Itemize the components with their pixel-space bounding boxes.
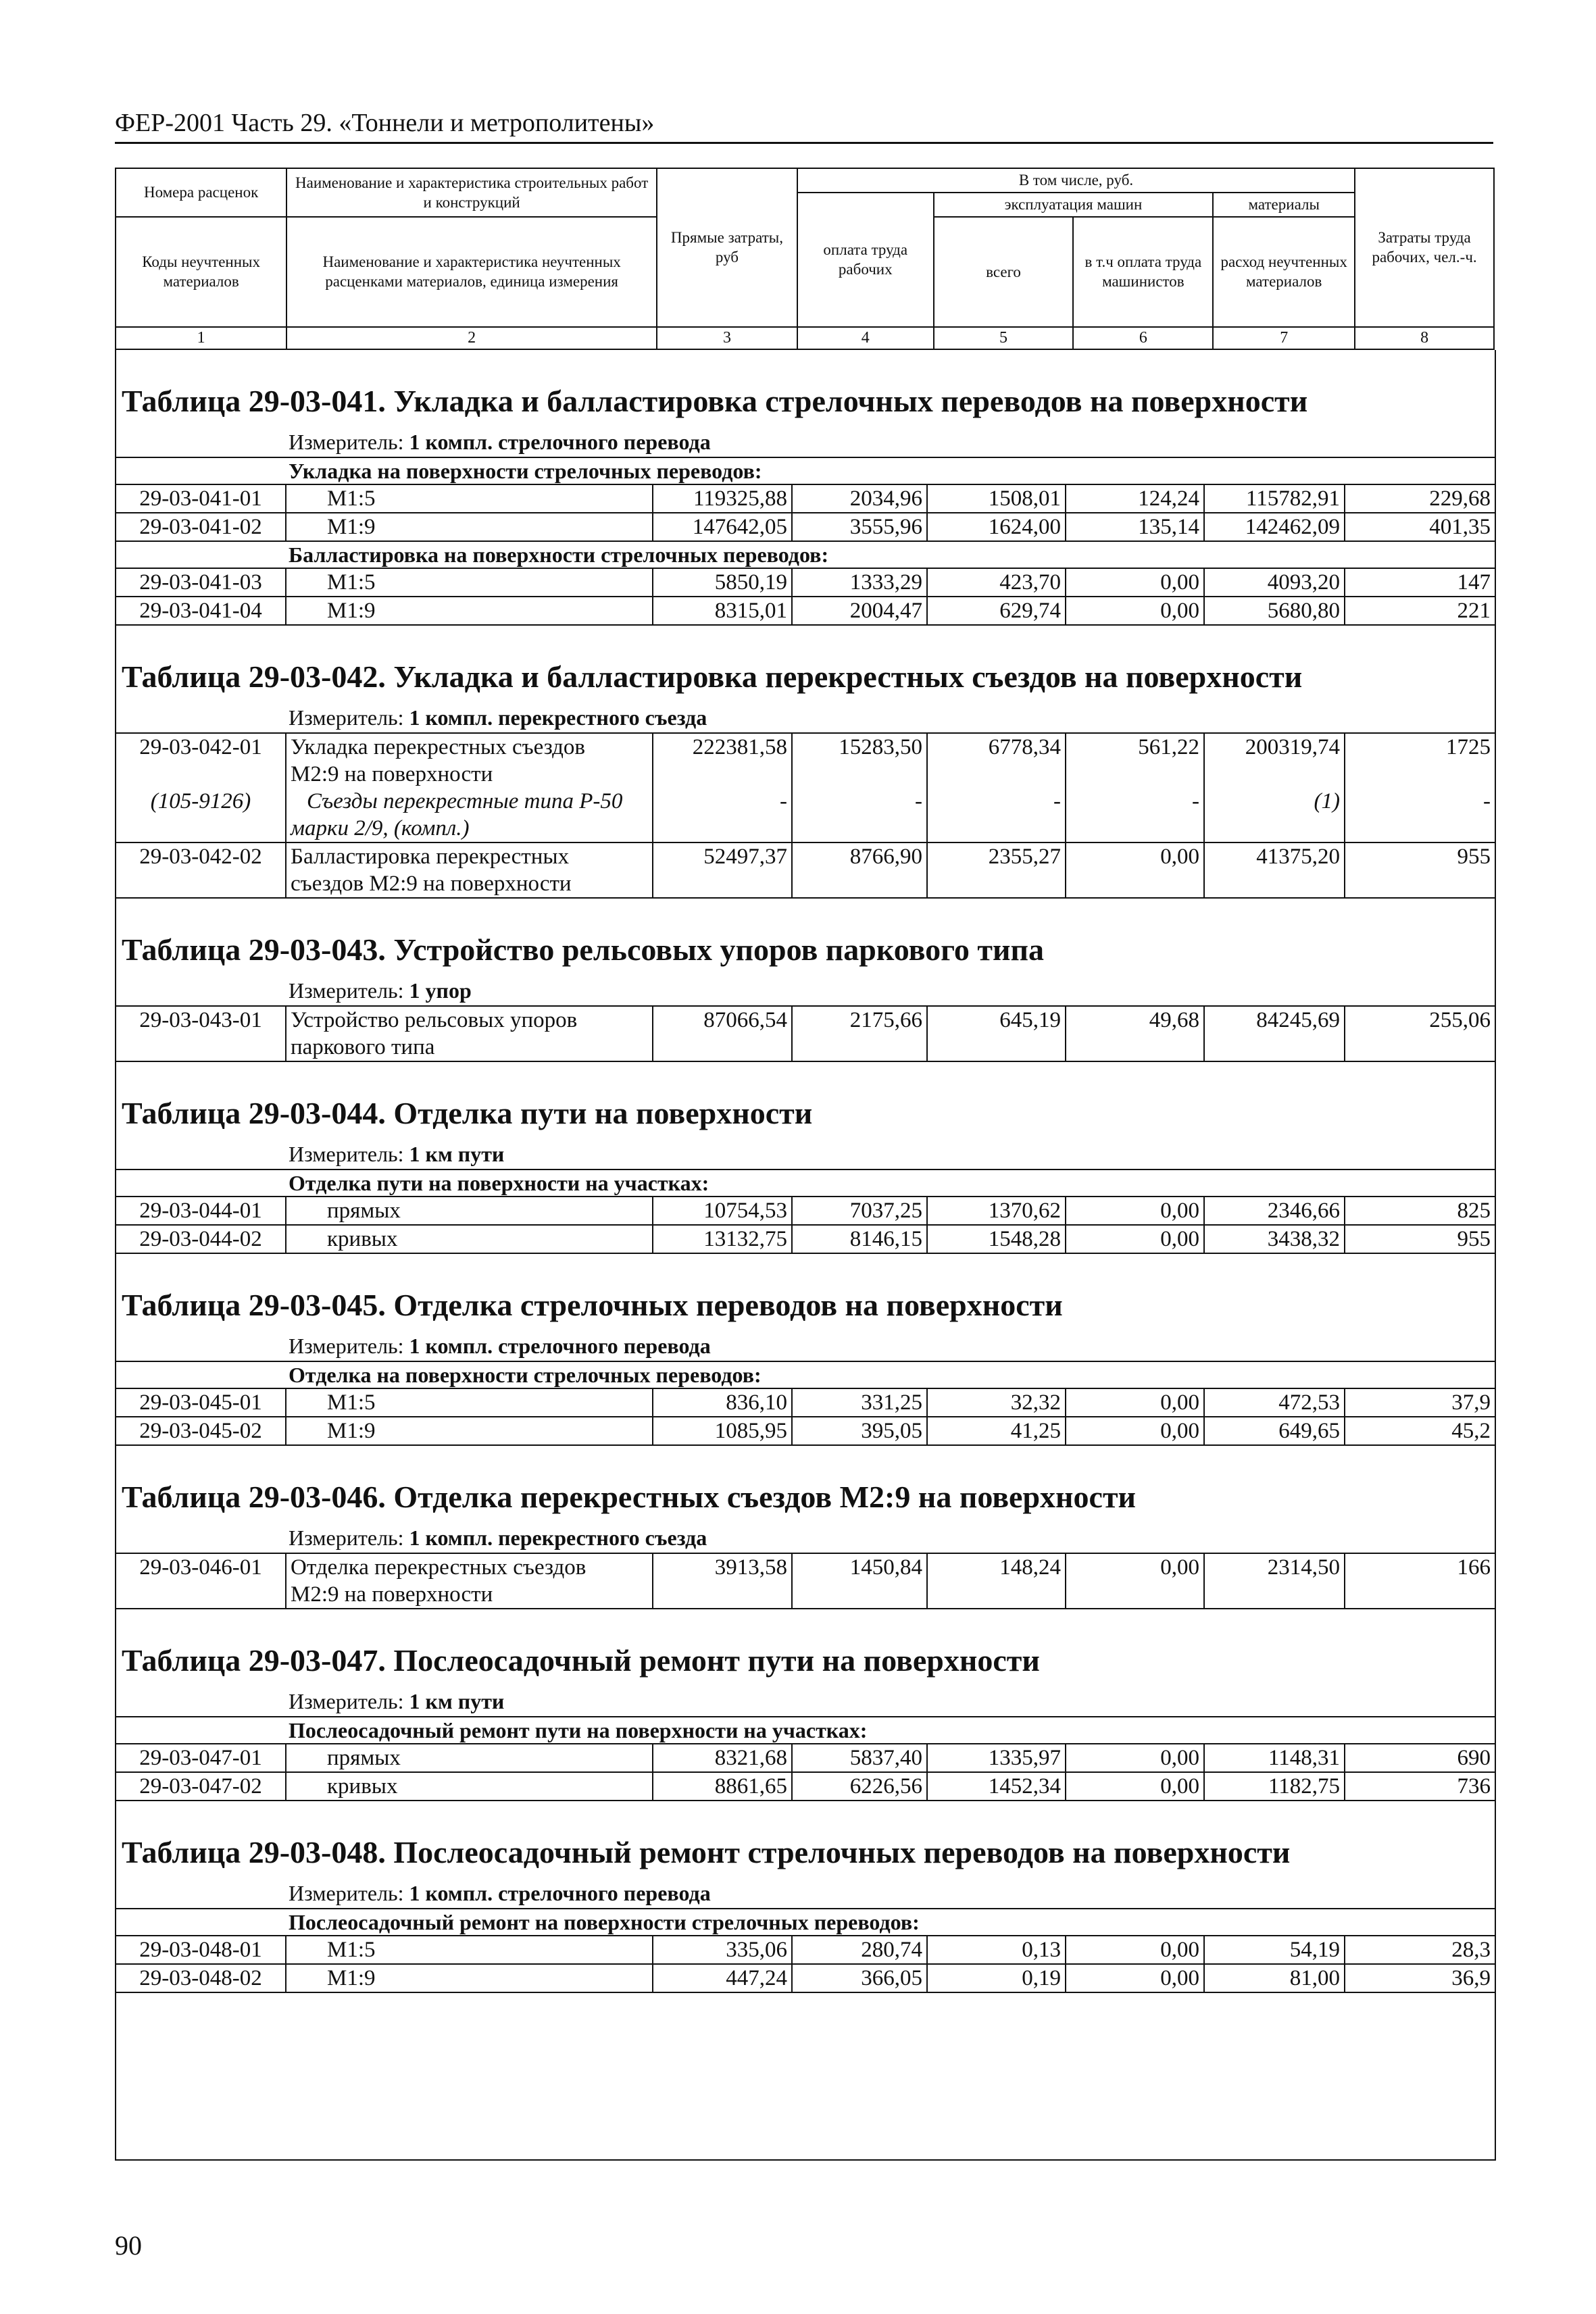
table-title: Таблица 29-03-046. Отделка перекрестных съездов М2:9 на поверхности bbox=[122, 1480, 1137, 1514]
table-row bbox=[116, 733, 1495, 761]
materials-cost: 2346,66 bbox=[1204, 1197, 1345, 1225]
rate-code: 29-03-041-02 bbox=[139, 515, 262, 539]
col-number: 6 bbox=[1073, 327, 1213, 349]
rate-name-cont: М2:9 на поверхности bbox=[286, 1581, 653, 1609]
rate-name: М1:9 bbox=[286, 513, 653, 541]
machines-total: 1508,01 bbox=[927, 484, 1066, 513]
machinist-pay: - bbox=[1066, 788, 1204, 815]
direct-costs: 8315,01 bbox=[653, 597, 792, 625]
rate-name: Отделка перекрестных съездов bbox=[286, 1553, 653, 1581]
rate-name: М1:9 bbox=[286, 597, 653, 625]
table-row bbox=[116, 1388, 1495, 1417]
rate-code: 29-03-044-02 bbox=[139, 1227, 262, 1251]
measure-value: 1 компл. перекрестного съезда bbox=[409, 705, 707, 730]
measure-label: Измеритель: bbox=[289, 1334, 404, 1358]
col-number: 7 bbox=[1213, 327, 1355, 349]
machinist-pay: 0,00 bbox=[1066, 1388, 1204, 1417]
material-row bbox=[116, 788, 1495, 815]
measure-line bbox=[116, 1686, 1495, 1717]
table-row bbox=[116, 597, 1495, 625]
machines-total: 0,19 bbox=[927, 1964, 1066, 1992]
machines-total: 2355,27 bbox=[927, 842, 1066, 870]
rate-name: Балластировка перекрестных bbox=[286, 842, 653, 870]
machines-total: 6778,34 bbox=[927, 733, 1066, 761]
col5-header: всего bbox=[934, 217, 1074, 327]
table-title: Таблица 29-03-048. Послеосадочный ремонт стрелочных переводов на поверхности bbox=[122, 1835, 1291, 1869]
measure-label: Измеритель: bbox=[289, 1142, 404, 1166]
labor-hours: 955 bbox=[1345, 1225, 1495, 1253]
material-name-cont: марки 2/9, (компл.) bbox=[286, 815, 653, 842]
machines-total: 423,70 bbox=[927, 568, 1066, 597]
rate-code: 29-03-043-01 bbox=[139, 1008, 262, 1032]
measure-label: Измеритель: bbox=[289, 1881, 404, 1905]
col1-header-top: Номера расценок bbox=[116, 168, 286, 217]
rate-table-046 bbox=[116, 1446, 1495, 1609]
measure-label: Измеритель: bbox=[289, 430, 404, 454]
labor-pay: 7037,25 bbox=[792, 1197, 927, 1225]
machines-total: 1335,97 bbox=[927, 1744, 1066, 1772]
materials-cost: 41375,20 bbox=[1204, 842, 1345, 870]
machinist-pay: 0,00 bbox=[1066, 1964, 1204, 1992]
machines-header: эксплуатация машин bbox=[934, 193, 1214, 217]
table-row bbox=[116, 568, 1495, 597]
labor-hours: 28,3 bbox=[1345, 1936, 1495, 1964]
rate-name: кривых bbox=[286, 1225, 653, 1253]
table-title: Таблица 29-03-042. Укладка и балластировка перекрестных съездов на поверхности bbox=[122, 659, 1303, 694]
direct-costs: 8321,68 bbox=[653, 1744, 792, 1772]
direct-costs: 87066,54 bbox=[653, 1006, 792, 1034]
materials-header: материалы bbox=[1213, 193, 1355, 217]
table-title: Таблица 29-03-047. Послеосадочный ремонт пути на поверхности bbox=[122, 1643, 1040, 1678]
col-number: 3 bbox=[657, 327, 797, 349]
labor-pay: 3555,96 bbox=[792, 513, 927, 541]
machines-total: 1370,62 bbox=[927, 1197, 1066, 1225]
table-subheader: Отделка на поверхности стрелочных переводов: bbox=[116, 1361, 1495, 1388]
direct-costs: 836,10 bbox=[653, 1388, 792, 1417]
direct-costs: - bbox=[653, 788, 792, 815]
machinist-pay: 0,00 bbox=[1066, 1197, 1204, 1225]
measure-value: 1 компл. стрелочного перевода bbox=[409, 430, 711, 454]
machinist-pay: 0,00 bbox=[1066, 1772, 1204, 1801]
col-number: 2 bbox=[286, 327, 657, 349]
rate-name-cont: паркового типа bbox=[286, 1034, 653, 1061]
measure-value: 1 компл. стрелочного перевода bbox=[409, 1881, 711, 1905]
table-row-continuation bbox=[116, 1581, 1495, 1609]
labor-pay: 395,05 bbox=[792, 1417, 927, 1445]
table-row bbox=[116, 484, 1495, 513]
labor-pay: 280,74 bbox=[792, 1936, 927, 1964]
machines-total: 0,13 bbox=[927, 1936, 1066, 1964]
labor-pay: 8766,90 bbox=[792, 842, 927, 870]
direct-costs: 10754,53 bbox=[653, 1197, 792, 1225]
col-number: 8 bbox=[1355, 327, 1494, 349]
machines-total: 41,25 bbox=[927, 1417, 1066, 1445]
running-header bbox=[115, 108, 1493, 144]
measure-line bbox=[116, 703, 1495, 733]
col-number: 1 bbox=[116, 327, 286, 349]
rate-name-cont: М2:9 на поверхности bbox=[286, 761, 653, 788]
rate-name: Устройство рельсовых упоров bbox=[286, 1006, 653, 1034]
measure-value: 1 компл. перекрестного съезда bbox=[409, 1526, 707, 1550]
rate-name: М1:5 bbox=[286, 1936, 653, 1964]
measure-label: Измеритель: bbox=[289, 1689, 404, 1713]
table-row bbox=[116, 1936, 1495, 1964]
header-title: ФЕР-2001 Часть 29. «Тоннели и метрополитены» bbox=[115, 109, 655, 137]
measure-value: 1 км пути bbox=[409, 1142, 505, 1166]
labor-hours: 45,2 bbox=[1345, 1417, 1495, 1445]
rates-body bbox=[115, 350, 1496, 2161]
direct-costs: 13132,75 bbox=[653, 1225, 792, 1253]
measure-value: 1 компл. стрелочного перевода bbox=[409, 1334, 711, 1358]
labor-pay: 2034,96 bbox=[792, 484, 927, 513]
measure-label: Измеритель: bbox=[289, 1526, 404, 1550]
col-number: 5 bbox=[934, 327, 1074, 349]
labor-hours: 401,35 bbox=[1345, 513, 1495, 541]
table-row-continuation bbox=[116, 1034, 1495, 1061]
machinist-pay: 561,22 bbox=[1066, 733, 1204, 761]
rate-name: М1:9 bbox=[286, 1417, 653, 1445]
col2-header-bottom: Наименование и характеристика неучтенных расценками материалов, единица измерения bbox=[286, 217, 657, 327]
rate-code: 29-03-048-01 bbox=[139, 1938, 262, 1962]
machines-total: 645,19 bbox=[927, 1006, 1066, 1034]
table-row-continuation bbox=[116, 870, 1495, 898]
rate-table-043 bbox=[116, 899, 1495, 1062]
labor-pay: 15283,50 bbox=[792, 733, 927, 761]
direct-costs: 147642,05 bbox=[653, 513, 792, 541]
materials-cost: 81,00 bbox=[1204, 1964, 1345, 1992]
labor-pay: 6226,56 bbox=[792, 1772, 927, 1801]
measure-line bbox=[116, 1523, 1495, 1553]
direct-costs: 447,24 bbox=[653, 1964, 792, 1992]
direct-costs: 119325,88 bbox=[653, 484, 792, 513]
measure-label: Измеритель: bbox=[289, 978, 404, 1003]
machinist-pay: 0,00 bbox=[1066, 1417, 1204, 1445]
material-name: Съезды перекрестные типа Р-50 bbox=[286, 788, 653, 815]
col6-header: в т.ч оплата труда машинистов bbox=[1073, 217, 1213, 327]
table-row bbox=[116, 1417, 1495, 1445]
machines-total: 32,32 bbox=[927, 1388, 1066, 1417]
labor-hours: 1725 bbox=[1345, 733, 1495, 761]
rate-code: 29-03-045-01 bbox=[139, 1390, 262, 1415]
labor-hours: 36,9 bbox=[1345, 1964, 1495, 1992]
table-title: Таблица 29-03-044. Отделка пути на поверхности bbox=[122, 1096, 813, 1130]
material-code: (105-9126) bbox=[150, 789, 251, 813]
column-header-table bbox=[115, 168, 1495, 350]
labor-pay: 331,25 bbox=[792, 1388, 927, 1417]
measure-line bbox=[116, 976, 1495, 1006]
labor-pay: 8146,15 bbox=[792, 1225, 927, 1253]
rate-code: 29-03-044-01 bbox=[139, 1199, 262, 1223]
rate-code: 29-03-045-02 bbox=[139, 1419, 262, 1443]
rate-name: кривых bbox=[286, 1772, 653, 1801]
direct-costs: 52497,37 bbox=[653, 842, 792, 870]
labor-pay: 1333,29 bbox=[792, 568, 927, 597]
rate-table-041 bbox=[116, 350, 1495, 626]
table-row bbox=[116, 1225, 1495, 1253]
rate-name: М1:5 bbox=[286, 1388, 653, 1417]
col4-header: оплата труда рабочих bbox=[797, 193, 934, 327]
materials-cost: 4093,20 bbox=[1204, 568, 1345, 597]
direct-costs: 222381,58 bbox=[653, 733, 792, 761]
direct-costs: 3913,58 bbox=[653, 1553, 792, 1581]
col8-header: Затраты труда рабочих, чел.-ч. bbox=[1355, 168, 1494, 327]
table-subheader: Отделка пути на поверхности на участках: bbox=[116, 1169, 1495, 1197]
materials-cost: 115782,91 bbox=[1204, 484, 1345, 513]
table-row bbox=[116, 1964, 1495, 1992]
measure-line bbox=[116, 1331, 1495, 1361]
labor-hours: 166 bbox=[1345, 1553, 1495, 1581]
rate-name: Укладка перекрестных съездов bbox=[286, 733, 653, 761]
materials-cost: 54,19 bbox=[1204, 1936, 1345, 1964]
table-subheader: Укладка на поверхности стрелочных переводов: bbox=[116, 457, 1495, 484]
machinist-pay: 124,24 bbox=[1066, 484, 1204, 513]
table-row bbox=[116, 1197, 1495, 1225]
rate-name-cont: съездов М2:9 на поверхности bbox=[286, 870, 653, 898]
table-row bbox=[116, 1772, 1495, 1801]
table-title: Таблица 29-03-043. Устройство рельсовых упоров паркового типа bbox=[122, 932, 1044, 967]
labor-pay: - bbox=[792, 788, 927, 815]
rate-table-048 bbox=[116, 1801, 1495, 1993]
labor-hours: 736 bbox=[1345, 1772, 1495, 1801]
rate-name: прямых bbox=[286, 1744, 653, 1772]
materials-cost: 2314,50 bbox=[1204, 1553, 1345, 1581]
materials-cost: 649,65 bbox=[1204, 1417, 1345, 1445]
rate-name: М1:5 bbox=[286, 484, 653, 513]
labor-hours: 255,06 bbox=[1345, 1006, 1495, 1034]
rate-code: 29-03-041-03 bbox=[139, 570, 262, 595]
labor-pay: 366,05 bbox=[792, 1964, 927, 1992]
materials-cost: (1) bbox=[1204, 788, 1345, 815]
measure-label: Измеритель: bbox=[289, 705, 404, 730]
labor-hours: 955 bbox=[1345, 842, 1495, 870]
materials-cost: 200319,74 bbox=[1204, 733, 1345, 761]
rate-name: М1:9 bbox=[286, 1964, 653, 1992]
col3-header: Прямые затраты, руб bbox=[657, 168, 797, 327]
page-number: 90 bbox=[115, 2230, 142, 2261]
direct-costs: 335,06 bbox=[653, 1936, 792, 1964]
table-row-continuation bbox=[116, 761, 1495, 788]
rate-code: 29-03-047-02 bbox=[139, 1774, 262, 1799]
materials-cost: 472,53 bbox=[1204, 1388, 1345, 1417]
col2-header-top: Наименование и характеристика строительных работ и конструкций bbox=[286, 168, 657, 217]
table-subheader: Балластировка на поверхности стрелочных переводов: bbox=[289, 543, 829, 567]
materials-cost: 1148,31 bbox=[1204, 1744, 1345, 1772]
machinist-pay: 49,68 bbox=[1066, 1006, 1204, 1034]
machines-total: 1548,28 bbox=[927, 1225, 1066, 1253]
rate-code: 29-03-041-01 bbox=[139, 486, 262, 511]
machinist-pay: 0,00 bbox=[1066, 1936, 1204, 1964]
rate-table-042 bbox=[116, 626, 1495, 899]
table-title: Таблица 29-03-045. Отделка стрелочных переводов на поверхности bbox=[122, 1288, 1063, 1322]
material-row-continuation bbox=[116, 815, 1495, 842]
labor-hours: 221 bbox=[1345, 597, 1495, 625]
rate-name: прямых bbox=[286, 1197, 653, 1225]
measure-line bbox=[116, 1878, 1495, 1909]
labor-hours: 229,68 bbox=[1345, 484, 1495, 513]
machines-total: 1452,34 bbox=[927, 1772, 1066, 1801]
labor-hours: 147 bbox=[1345, 568, 1495, 597]
col7-header: расход неучтенных материалов bbox=[1213, 217, 1355, 327]
machines-total: 629,74 bbox=[927, 597, 1066, 625]
materials-cost: 1182,75 bbox=[1204, 1772, 1345, 1801]
machinist-pay: 0,00 bbox=[1066, 1744, 1204, 1772]
direct-costs: 5850,19 bbox=[653, 568, 792, 597]
rate-code: 29-03-041-04 bbox=[139, 599, 262, 623]
machinist-pay: 0,00 bbox=[1066, 568, 1204, 597]
measure-value: 1 км пути bbox=[409, 1689, 505, 1713]
table-title: Таблица 29-03-041. Укладка и балластировка стрелочных переводов на поверхности bbox=[122, 384, 1308, 418]
labor-pay: 2175,66 bbox=[792, 1006, 927, 1034]
machinist-pay: 135,14 bbox=[1066, 513, 1204, 541]
labor-pay: 2004,47 bbox=[792, 597, 927, 625]
table-row bbox=[116, 1006, 1495, 1034]
machinist-pay: 0,00 bbox=[1066, 842, 1204, 870]
table-subheader: Послеосадочный ремонт на поверхности стрелочных переводов: bbox=[116, 1909, 1495, 1936]
materials-cost: 3438,32 bbox=[1204, 1225, 1345, 1253]
rate-code: 29-03-047-01 bbox=[139, 1746, 262, 1770]
rate-code: 29-03-046-01 bbox=[139, 1555, 262, 1580]
machinist-pay: 0,00 bbox=[1066, 597, 1204, 625]
machines-total: - bbox=[927, 788, 1066, 815]
col1-header-bottom: Коды неучтенных материалов bbox=[116, 217, 286, 327]
labor-hours: 690 bbox=[1345, 1744, 1495, 1772]
machines-total: 148,24 bbox=[927, 1553, 1066, 1581]
table-row bbox=[116, 513, 1495, 541]
measure-line bbox=[116, 1139, 1495, 1169]
measure-line bbox=[116, 427, 1495, 457]
measure-value: 1 упор bbox=[409, 978, 472, 1003]
labor-pay: 1450,84 bbox=[792, 1553, 927, 1581]
materials-cost: 84245,69 bbox=[1204, 1006, 1345, 1034]
labor-hours: 825 bbox=[1345, 1197, 1495, 1225]
rate-code: 29-03-048-02 bbox=[139, 1966, 262, 1990]
rate-table-045 bbox=[116, 1254, 1495, 1446]
table-subheader: Послеосадочный ремонт пути на поверхности на участках: bbox=[116, 1717, 1495, 1744]
materials-cost: 5680,80 bbox=[1204, 597, 1345, 625]
labor-hours: - bbox=[1345, 788, 1495, 815]
table-row bbox=[116, 1744, 1495, 1772]
labor-pay: 5837,40 bbox=[792, 1744, 927, 1772]
machines-total: 1624,00 bbox=[927, 513, 1066, 541]
table-row bbox=[116, 1553, 1495, 1581]
rate-code: 29-03-042-01 bbox=[139, 735, 262, 759]
table-row bbox=[116, 842, 1495, 870]
group-header: В том числе, руб. bbox=[797, 168, 1355, 193]
machinist-pay: 0,00 bbox=[1066, 1553, 1204, 1581]
direct-costs: 1085,95 bbox=[653, 1417, 792, 1445]
rate-table-047 bbox=[116, 1609, 1495, 1801]
rate-table-044 bbox=[116, 1062, 1495, 1254]
materials-cost: 142462,09 bbox=[1204, 513, 1345, 541]
rate-code: 29-03-042-02 bbox=[139, 845, 262, 869]
rate-name: М1:5 bbox=[286, 568, 653, 597]
col-number: 4 bbox=[797, 327, 934, 349]
machinist-pay: 0,00 bbox=[1066, 1225, 1204, 1253]
direct-costs: 8861,65 bbox=[653, 1772, 792, 1801]
labor-hours: 37,9 bbox=[1345, 1388, 1495, 1417]
